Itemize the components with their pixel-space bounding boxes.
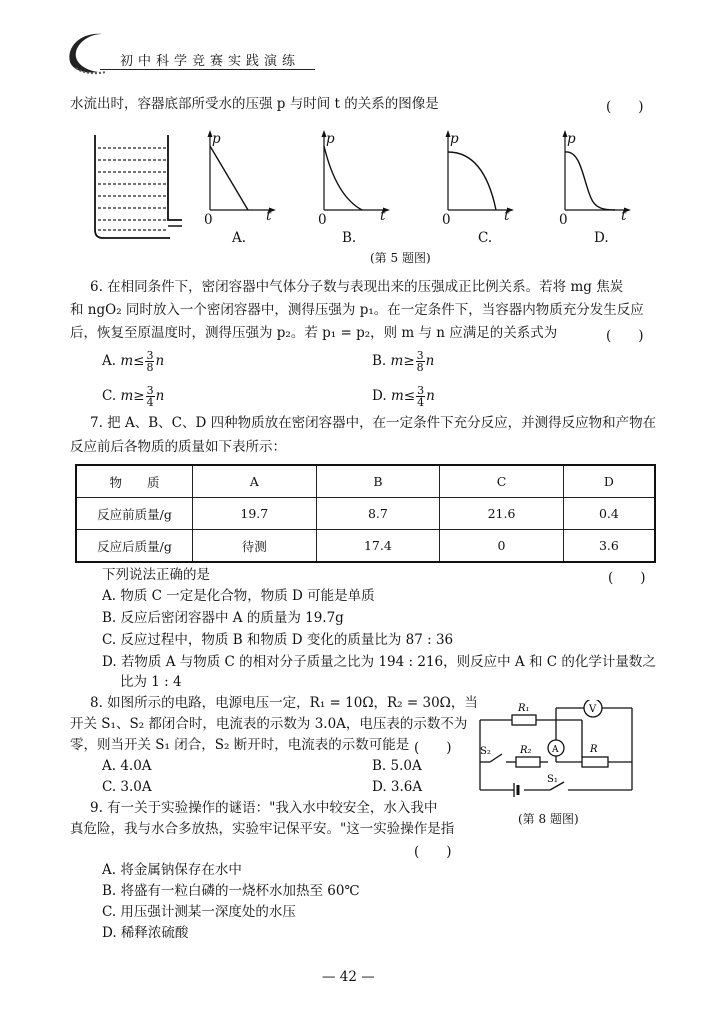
q6-line-3: 后，恢复至原温度时，测得压强为 p₂。若 p₁ = p₂，则 m 与 n 应满足的关系式为 [70, 325, 558, 341]
table-cell: 反应后质量/g [76, 530, 193, 563]
q7-line-2: 反应前后各物质的质量如下表所示： [70, 439, 286, 455]
q7-question: 下列说法正确的是 [102, 567, 210, 583]
q6-line-1: 6. 在相同条件下，密闭容器中气体分子数与表现出来的压强成正比例关系。若将 mg 焦炭 [90, 279, 624, 295]
q5-stem: 水流出时，容器底部所受水的压强 p 与时间 t 的关系的图像是 [70, 96, 439, 112]
circuit-s1-label: S₁ [547, 774, 558, 785]
q7-line-1: 7. 把 A、B、C、D 四种物质放在密闭容器中，在一定条件下充分反应，并测得反应物和产物在 [90, 415, 657, 431]
q8-option-b: B. 5.0A [372, 758, 422, 774]
table-cell: 21.6 [440, 498, 564, 530]
circuit-r2-label: R₂ [520, 745, 532, 756]
q9-option-b: B. 将盛有一粒白磷的一烧杯水加热至 60℃ [102, 883, 360, 899]
table-cell: 3.6 [563, 530, 655, 563]
q7-option-c: C. 反应过程中，物质 B 和物质 D 变化的质量比为 87 : 36 [102, 632, 454, 648]
table-cell: 0.4 [563, 498, 655, 530]
circuit-voltmeter-label: V [589, 704, 597, 715]
q8-line-2: 开关 S₁、S₂ 都闭合时，电流表的示数为 3.0A，电压表的示数不为 [70, 716, 468, 732]
q6-option-d: D. m≤ $\frac{3}{4}$ n [372, 384, 435, 409]
q7-option-d-cont: 比为 1 : 4 [120, 674, 182, 690]
q5-graph-c-t-label: t [504, 208, 510, 224]
q8-line-1: 8. 如图所示的电路，电源电压一定，R₁ = 10Ω，R₂ = 30Ω，当 [90, 695, 478, 711]
q6-option-b: B. m≥ $\frac{3}{8}$ n [372, 349, 435, 374]
table-header-cell: C [440, 465, 564, 498]
table-cell: 8.7 [316, 498, 440, 530]
q5-graph-d-p-label: p [567, 131, 576, 147]
circuit-s2-label: S₂ [480, 746, 491, 757]
q5-graph-a-origin: 0 [204, 212, 213, 228]
table-cell: 0 [440, 530, 564, 563]
q8-option-c: C. 3.0A [102, 779, 152, 795]
table-header-cell: B [316, 465, 440, 498]
table-cell: 17.4 [316, 530, 440, 563]
table-header-cell: A [193, 465, 317, 498]
q6-option-c: C. m≥ $\frac{3}{4}$ n [102, 384, 165, 409]
header-title: 初中科学竞赛实践演练 [120, 54, 301, 69]
table-cell: 19.7 [193, 498, 317, 530]
q5-graph-b-t-label: t [380, 208, 386, 224]
q7-option-b: B. 反应后密闭容器中 A 的质量为 19.7g [102, 610, 344, 626]
q5-graph-d-origin: 0 [559, 212, 568, 228]
q6-answer-paren: ( ) [606, 328, 644, 344]
q5-option-a: A. [232, 230, 247, 246]
table-header-cell: 物 质 [76, 465, 193, 498]
page-number: — 42 — [322, 969, 375, 985]
table-row [76, 498, 655, 530]
q6-option-a: A. m≤ $\frac{3}{8}$ n [102, 349, 165, 374]
q7-mass-table [75, 464, 656, 563]
q9-option-d: D. 稀释浓硫酸 [102, 925, 189, 941]
q7-option-a: A. 物质 C 一定是化合物，物质 D 可能是单质 [102, 588, 375, 604]
q5-option-c: C. [478, 230, 493, 246]
q8-caption: (第 8 题图) [518, 812, 579, 826]
q8-circuit-diagram [472, 700, 652, 800]
q5-graph-c-origin: 0 [442, 212, 451, 228]
q5-graph-c-p-label: p [450, 131, 459, 147]
table-cell: 待测 [193, 530, 317, 563]
q8-option-a: A. 4.0A [102, 758, 152, 774]
q5-graph-b-p-label: p [326, 131, 335, 147]
q9-line-1: 9. 有一关于实验操作的谜语："我入水中较安全，水入我中 [90, 800, 438, 816]
q9-line-2: 真危险，我与水合多放热，实验牢记保平安。"这一实验操作是指 [70, 821, 455, 837]
q5-answer-paren: ( ) [606, 99, 644, 115]
q8-option-d: D. 3.6A [372, 779, 423, 795]
q9-option-c: C. 用压强计测某一深度处的水压 [102, 904, 296, 920]
table-cell: 反应前质量/g [76, 498, 193, 530]
q5-graph-a-t-label: t [266, 208, 272, 224]
q5-caption: (第 5 题图) [370, 251, 431, 265]
q5-graph-b-origin: 0 [318, 212, 327, 228]
q9-answer-paren: ( ) [414, 844, 452, 860]
q7-answer-paren: ( ) [608, 570, 646, 586]
header-rule [100, 69, 315, 70]
q5-container-figure [90, 130, 185, 245]
q7-option-d: D. 若物质 A 与物质 C 的相对分子质量之比为 194 : 216，则反应中 A 和 C 的化学计量数之 [102, 654, 656, 670]
q9-option-a: A. 将金属钠保存在水中 [102, 862, 242, 878]
header-logo [62, 28, 112, 78]
table-header-row [76, 465, 655, 498]
q5-graph-d-t-label: t [621, 208, 627, 224]
q8-line-3: 零，则当开关 S₁ 闭合，S₂ 断开时，电流表的示数可能是 [70, 737, 410, 753]
q5-option-d: D. [594, 230, 609, 246]
circuit-r-label: R [590, 744, 598, 755]
table-row [76, 530, 655, 563]
q8-answer-paren: ( ) [414, 740, 452, 756]
circuit-ammeter-label: A [552, 745, 559, 755]
q5-graph-a-p-label: p [212, 131, 221, 147]
table-header-cell: D [563, 465, 655, 498]
circuit-r1-label: R₁ [518, 703, 530, 714]
q6-line-2: 和 ngO₂ 同时放入一个密闭容器中，测得压强为 p₁。在一定条件下，当容器内物质充分发生反应 [70, 302, 644, 318]
q5-option-b: B. [342, 230, 357, 246]
